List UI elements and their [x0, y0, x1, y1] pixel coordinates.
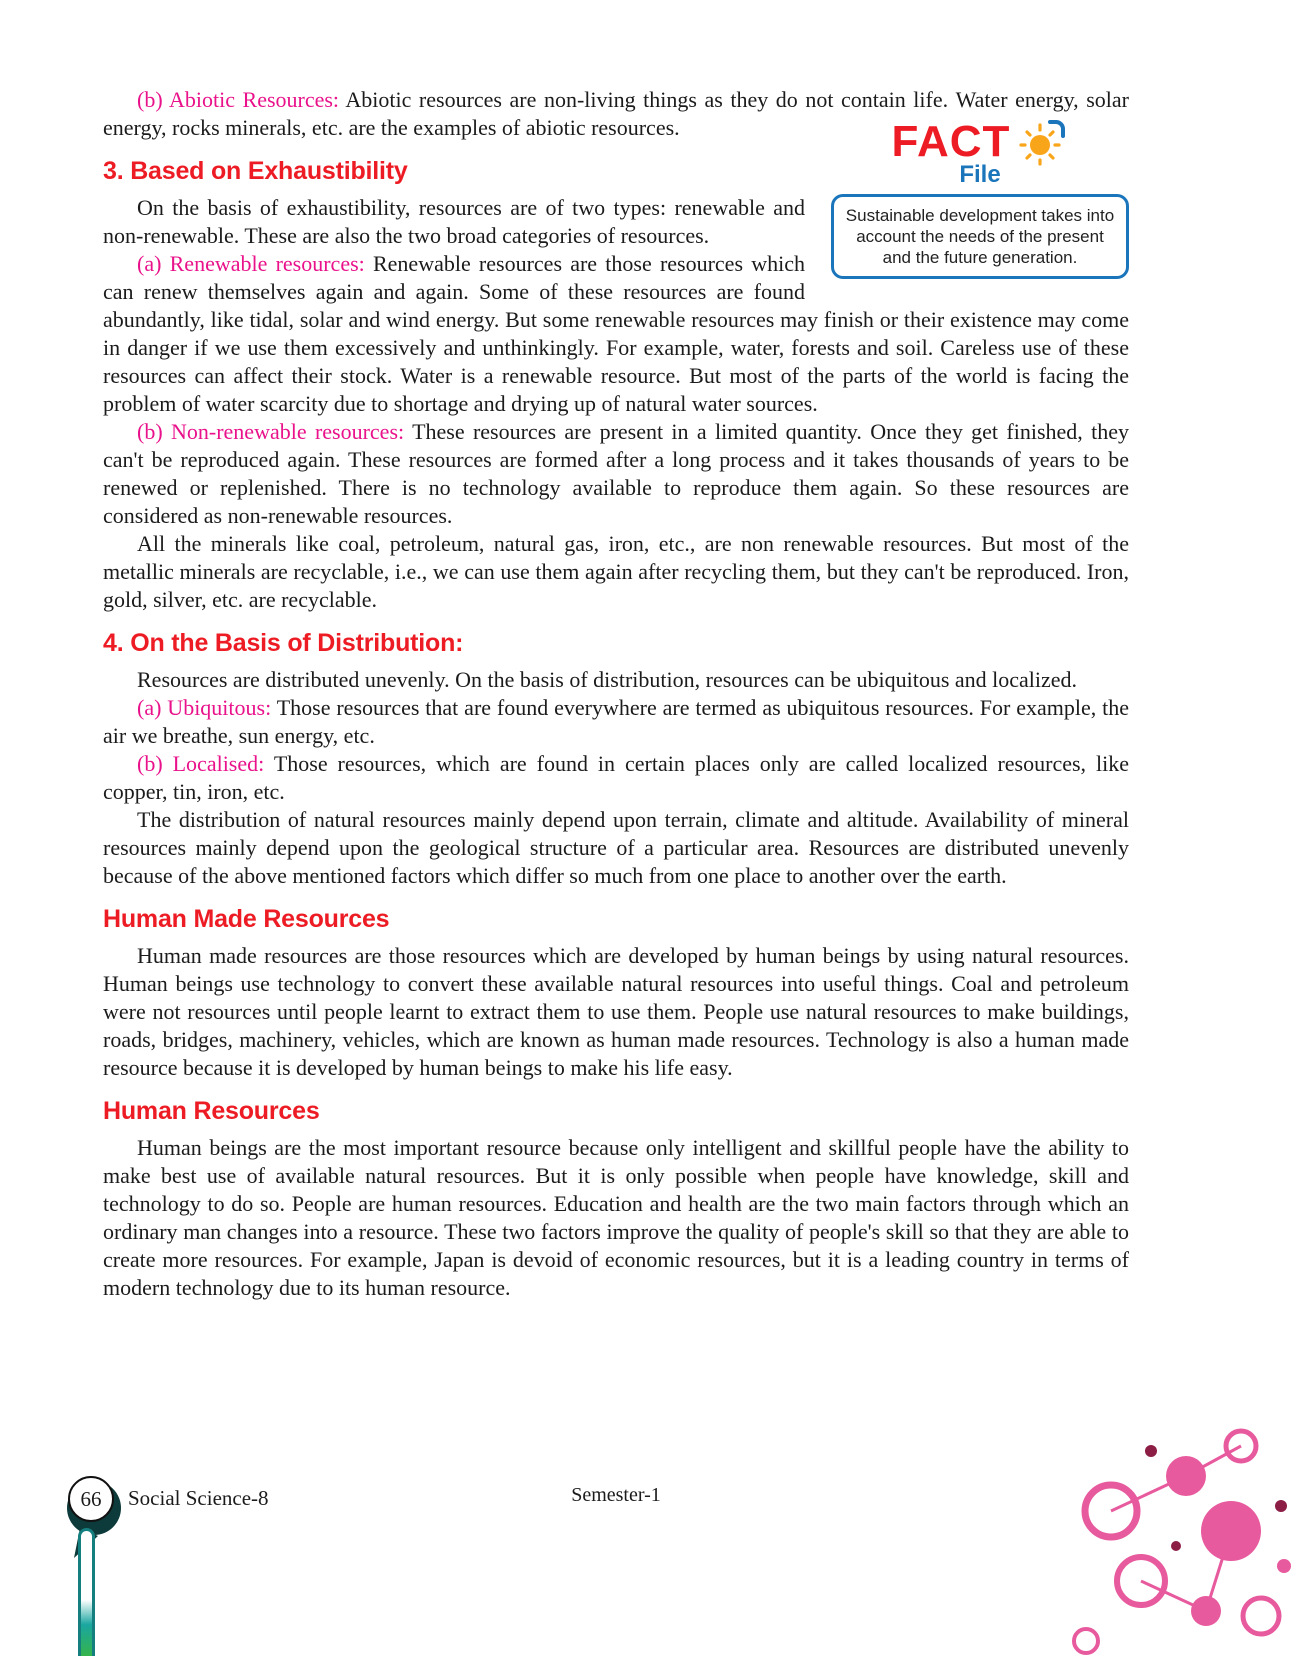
- fact-file-box: [831, 118, 1129, 279]
- ubiquitous-text: Those resources that are found everywhere are termed as ubiquitous resources. For example, the air we breathe, sun energy, etc.: [103, 695, 1129, 748]
- para-nonrenewable: [103, 418, 1129, 530]
- para-localised: [103, 750, 1129, 806]
- fact-file-subtitle: File: [959, 161, 1001, 188]
- heading-exhaustibility: 3. Based on Exhaustibility: [103, 157, 408, 185]
- abiotic-text-rest: Water energy, solar energy, rocks minerals, etc. are the examples of abiotic resources.: [103, 87, 1129, 140]
- fact-file-header: [831, 118, 1129, 166]
- page-number: 66: [68, 1476, 114, 1522]
- heading-human-resources: Human Resources: [103, 1097, 320, 1125]
- para-minerals: All the minerals like coal, petroleum, natural gas, iron, etc., are non renewable resources. But most of the metallic minerals are recyclable, i.e., we can use them again after recycling them, but they can't be reproduced. Iron, gold, silver, etc. are recyclable.: [103, 531, 1129, 612]
- footer-semester: Semester-1: [571, 1484, 661, 1506]
- nonrenewable-lead: (b) Non-renewable resources:: [137, 419, 405, 444]
- localised-lead: (b) Localised:: [137, 751, 265, 776]
- renewable-lead: (a) Renewable resources:: [137, 251, 365, 276]
- localised-text: Those resources, which are found in certain places only are called localized resources, like copper, tin, iron, etc.: [103, 751, 1129, 804]
- para-dist-factors: The distribution of natural resources mainly depend upon terrain, climate and altitude. Availability of mineral resources mainly depend upon the geological structure of a particular area. Resources are distributed unevenly because of the above mentioned factors which differ so much from one place to another over the earth.: [103, 807, 1129, 888]
- heading-human-made-resources: Human Made Resources: [103, 905, 390, 933]
- fact-file-title: FACT: [891, 117, 1011, 166]
- renewable-text: Renewable resources are those resources which can renew themselves again and again. Some of these resources are found abundantly, like tidal, solar and wind energy. But some renewable resources may finish or their existence may come in danger if we use them excessively and unthinkingly. For example, water, forests and soil. Careless use of these resources can affect their stock. Water is a renewable resource. But most of the parts of the world is facing the problem of water scarcity due to shortage and drying up of natural water sources.: [103, 251, 1129, 416]
- left-edge-decoration: [78, 1528, 95, 1656]
- abiotic-text-start: Abiotic resources are non-living things as they do not contain life.: [345, 87, 949, 112]
- heading-distribution: 4. On the Basis of Distribution:: [103, 629, 464, 657]
- para-exhaust-intro: On the basis of exhaustibility, resources are of two types: renewable and non-renewable. These are also the two broad categories of resources.: [103, 195, 805, 248]
- para-dist-intro: Resources are distributed unevenly. On the basis of distribution, resources can be ubiquitous and localized.: [137, 667, 1078, 692]
- ubiquitous-lead: (a) Ubiquitous:: [137, 695, 272, 720]
- nonrenewable-text: These resources are present in a limited quantity. Once they get finished, they can't be reproduced again. These resources are formed after a long process and it takes thousands of years to be renewed or replenished. There is no technology available to reproduce them again. So these resources are considered as non-renewable resources.: [103, 419, 1129, 528]
- decorative-bubbles: [1056, 1416, 1296, 1656]
- footer-book-title: Social Science-8: [128, 1486, 269, 1510]
- para-human-made: Human made resources are those resources which are developed by human beings by using natural resources. Human beings use technology to convert these available natural resources into useful things. Coal and petroleum were not resources until people learnt to extract them to use them. People use natural resources to make buildings, roads, bridges, machinery, vehicles, which are known as human made resources. Technology is also a human made resource because it is developed by human beings to make his life easy.: [103, 943, 1129, 1080]
- sun-icon: [1018, 118, 1068, 166]
- abiotic-lead: (b) Abiotic Resources:: [137, 87, 340, 112]
- para-ubiquitous: [103, 694, 1129, 750]
- para-human: Human beings are the most important resource because only intelligent and skillful people have the ability to make best use of available natural resources. But it is only possible when people have knowledge, skill and technology to do so. People are human resources. Education and health are the two main factors through which an ordinary man changes into a resource. These two factors improve the quality of people's skill so that they are able to create more resources. For example, Japan is devoid of economic resources, but it is a leading country in terms of modern technology due to its human resource.: [103, 1135, 1129, 1300]
- page-content: [103, 86, 1129, 1302]
- fact-file-text: Sustainable development takes into account the needs of the present and the future generation.: [831, 194, 1129, 279]
